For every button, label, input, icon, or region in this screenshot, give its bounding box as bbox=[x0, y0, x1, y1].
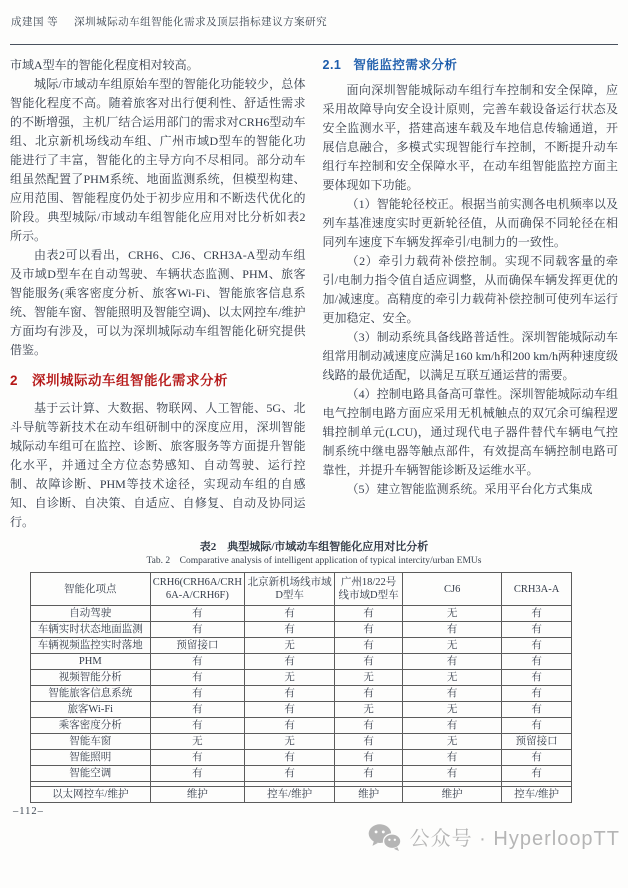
table-cell: 有 bbox=[335, 638, 403, 654]
list-item-paragraph: （5）建立智能监测系统。采用平台化方式集成 bbox=[346, 482, 593, 496]
table-cell: 预留接口 bbox=[502, 734, 572, 750]
table-cell: 有 bbox=[335, 622, 403, 638]
section-2-1-heading bbox=[323, 56, 619, 74]
table-cell: 有 bbox=[245, 750, 335, 766]
table-cell: 无 bbox=[245, 638, 335, 654]
table-header-cell: CRH6(CRH6A/CRH6A-A/CRH6F) bbox=[150, 573, 245, 606]
table-row bbox=[31, 686, 572, 702]
table-cell: 有 bbox=[245, 622, 335, 638]
table-cell: 维护 bbox=[403, 787, 502, 803]
table-cell: 智能车窗 bbox=[31, 734, 151, 750]
table-row bbox=[31, 622, 572, 638]
table-cell: 有 bbox=[502, 670, 572, 686]
table-cell: 有 bbox=[335, 606, 403, 622]
table-cell: 有 bbox=[335, 654, 403, 670]
table-header-cell: CJ6 bbox=[403, 573, 502, 606]
table-cell: 以太网控车/维护 bbox=[31, 787, 151, 803]
table-cell: 车辆视频监控实时落地 bbox=[31, 638, 151, 654]
watermark bbox=[368, 822, 620, 851]
table-caption-cn: 表2 典型城际/市域动车组智能化应用对比分析 bbox=[199, 541, 429, 553]
table-row bbox=[31, 750, 572, 766]
section-number: 2 bbox=[10, 373, 19, 388]
paragraph: 基于云计算、大数据、物联网、人工智能、5G、北斗导航等新技术在动车组研制中的深度应用，深圳智能城际动车组可在监控、诊断、旅客服务等方面提升智能化水平，并通过全方位态势感知、自动驾驶、运行控制、故障诊断、PHM等技术途径，实现动车组的自感知、自诊断、自决策、自适应、自修复、自动及协同运行。 bbox=[10, 401, 306, 529]
table-cell: 有 bbox=[403, 654, 502, 670]
table-cell: 有 bbox=[502, 638, 572, 654]
table-cell: 有 bbox=[245, 766, 335, 782]
table-cell: 无 bbox=[403, 734, 502, 750]
table-cell: 控车/维护 bbox=[245, 787, 335, 803]
table-row bbox=[31, 670, 572, 686]
table-header-cell: 北京新机场线市域D型车 bbox=[245, 573, 335, 606]
table-cell: 有 bbox=[150, 606, 245, 622]
table-cell: 预留接口 bbox=[150, 638, 245, 654]
table-cell: 有 bbox=[150, 686, 245, 702]
table-cell: 有 bbox=[403, 686, 502, 702]
table-row bbox=[31, 702, 572, 718]
table-cell: 智能照明 bbox=[31, 750, 151, 766]
table-cell: 控车/维护 bbox=[502, 787, 572, 803]
table-cell: 有 bbox=[502, 750, 572, 766]
table-cell: 有 bbox=[335, 734, 403, 750]
table-cell: 有 bbox=[150, 670, 245, 686]
table-cell: 无 bbox=[245, 670, 335, 686]
table-cell: 有 bbox=[403, 766, 502, 782]
table-cell: 车辆实时状态地面监测 bbox=[31, 622, 151, 638]
table-row bbox=[31, 787, 572, 803]
table-cell: 有 bbox=[150, 654, 245, 670]
left-column bbox=[10, 56, 306, 542]
table-cell: 无 bbox=[403, 638, 502, 654]
paragraph: 面向深圳智能城际动车组行车控制和安全保障，应采用故障导向安全设计原则，完善车载设备运行状态及安全监测水平，搭建高速车载及车地信息传输通道，开展信息融合，多模式实现智能行车控制，不断提升动车组行车控制和安全保障水平，在动车组智能监控方面主要体现如下功能。 bbox=[322, 83, 618, 192]
table-cell: 无 bbox=[150, 734, 245, 750]
table-header-row bbox=[31, 573, 572, 606]
table-row bbox=[31, 718, 572, 734]
table-cell: 有 bbox=[150, 702, 245, 718]
table-cell: 有 bbox=[502, 766, 572, 782]
table-header-cell: CRH3A-A bbox=[502, 573, 572, 606]
table-cell: 无 bbox=[403, 702, 502, 718]
list-item-paragraph: （4）控制电路具备高可靠性。深圳智能城际动车组电气控制电路方面应采用无机械触点的双冗余可编程逻辑控制单元(LCU)，通过现代电子器件替代车辆电气控制系统中继电器等触点部件，有效提高车辆控制电路可靠性，并提升车辆智能诊断及运维水平。 bbox=[322, 387, 618, 477]
subsection-number: 2.1 bbox=[322, 58, 342, 72]
table-cell: 视频智能分析 bbox=[31, 670, 151, 686]
table-cell: PHM bbox=[31, 654, 151, 670]
table-cell: 智能空调 bbox=[31, 766, 151, 782]
table-cell: 有 bbox=[150, 750, 245, 766]
table-cell: 有 bbox=[245, 718, 335, 734]
list-item-paragraph: （1）智能轮径校正。根据当前实测各电机频率以及列车基准速度实时更新轮径值，从而确保不同轮径在相同列车速度下车辆发挥牵引/电制力的一致性。 bbox=[322, 197, 618, 249]
table-cell: 有 bbox=[502, 686, 572, 702]
running-head bbox=[11, 14, 618, 29]
table-cell: 维护 bbox=[150, 787, 245, 803]
table-cell: 自动驾驶 bbox=[31, 606, 151, 622]
table-cell: 有 bbox=[335, 750, 403, 766]
table-header-cell: 智能化项点 bbox=[31, 573, 151, 606]
table-cell: 有 bbox=[335, 718, 403, 734]
table-cell: 有 bbox=[150, 718, 245, 734]
table-cell: 有 bbox=[335, 686, 403, 702]
section-title: 深圳城际动车组智能化需求分析 bbox=[32, 373, 229, 388]
paragraph: 城际/市域动车组原始车型的智能化功能较少，总体智能化程度不高。随着旅客对出行便利性、舒适性需求的不断增强，主机厂结合运用部门的需求对CRH6型动车组、北京新机场线动车组、广州市域D型车的智能化功能进行了丰富，智能化的主导方向不尽相同。部分动车组虽然配置了PHM系统、地面监测系统，但模型构建、应用范围、智能程度仍处于初步应用和不断迭代优化的阶段。典型城际/市域动车组智能化应用对比分析如表2所示。 bbox=[10, 77, 306, 243]
table-cell: 有 bbox=[403, 718, 502, 734]
header-divider bbox=[10, 44, 618, 45]
wechat-icon bbox=[368, 823, 402, 851]
table-cell: 有 bbox=[150, 766, 245, 782]
body-columns bbox=[10, 56, 618, 542]
table-section bbox=[0, 540, 628, 803]
emu-comparison-table bbox=[30, 572, 572, 803]
list-item-paragraph: （3）制动系统具备线路普适性。深圳智能城际动车组常用制动减速度应满足160 km/h和200 km/h两种速度级线路的最优适配，以满足互联互通运营的需要。 bbox=[322, 330, 618, 382]
table-cell: 有 bbox=[403, 750, 502, 766]
paragraph: 市域A型车的智能化程度相对较高。 bbox=[10, 58, 199, 72]
table-caption-en: Tab. 2 Comparative analysis of intelligent application of typical intercity/urban EMUs bbox=[146, 556, 482, 566]
table-cell: 有 bbox=[502, 606, 572, 622]
table-header-cell: 广州18/22号线市域D型车 bbox=[335, 573, 403, 606]
table-cell: 无 bbox=[245, 734, 335, 750]
table-cell: 旅客Wi-Fi bbox=[31, 702, 151, 718]
running-head-authors: 成建国 等 bbox=[11, 17, 59, 28]
table-cell: 有 bbox=[245, 606, 335, 622]
page-number: –112– bbox=[13, 806, 44, 817]
right-column bbox=[323, 56, 619, 542]
table-cell: 有 bbox=[335, 766, 403, 782]
table-row bbox=[31, 654, 572, 670]
table-cell: 有 bbox=[245, 686, 335, 702]
table-cell: 有 bbox=[502, 702, 572, 718]
table-cell: 有 bbox=[502, 718, 572, 734]
table-cell: 有 bbox=[245, 654, 335, 670]
subsection-title: 智能监控需求分析 bbox=[353, 58, 458, 72]
table-cell: 有 bbox=[502, 654, 572, 670]
table-cell: 无 bbox=[403, 670, 502, 686]
table-row bbox=[31, 638, 572, 654]
running-head-title: 深圳城际动车组智能化需求及顶层指标建议方案研究 bbox=[74, 17, 328, 28]
table-cell: 有 bbox=[502, 622, 572, 638]
table-cell: 无 bbox=[335, 670, 403, 686]
table-row bbox=[31, 734, 572, 750]
list-item-paragraph: （2）牵引力载荷补偿控制。实现不同载客量的牵引/电制力指令值自适应调整，从而确保车辆发挥更优的加/减速度。高精度的牵引力载荷补偿控制可使列车运行更加稳定、安全。 bbox=[322, 254, 618, 325]
table-cell: 无 bbox=[335, 702, 403, 718]
table-row bbox=[31, 766, 572, 782]
table-cell: 有 bbox=[150, 622, 245, 638]
table-cell: 有 bbox=[245, 702, 335, 718]
table-cell: 乘客密度分析 bbox=[31, 718, 151, 734]
table-row bbox=[31, 606, 572, 622]
paragraph: 由表2可以看出，CRH6、CJ6、CRH3A-A型动车组及市域D型车在自动驾驶、车辆状态监测、PHM、旅客智能服务(乘客密度分析、旅客Wi-Fi、智能旅客信息系统、智能车窗、智能照明及智能空调)、以太网控车/维护方面均有涉及，可以为深圳城际动车组智能化研究提供借鉴。 bbox=[10, 248, 306, 357]
table-cell: 无 bbox=[403, 606, 502, 622]
section-2-heading bbox=[10, 371, 306, 391]
table-cell: 智能旅客信息系统 bbox=[31, 686, 151, 702]
table-cell: 有 bbox=[403, 622, 502, 638]
watermark-text: 公众号 · HyperloopTT bbox=[409, 828, 620, 850]
table-cell: 维护 bbox=[335, 787, 403, 803]
